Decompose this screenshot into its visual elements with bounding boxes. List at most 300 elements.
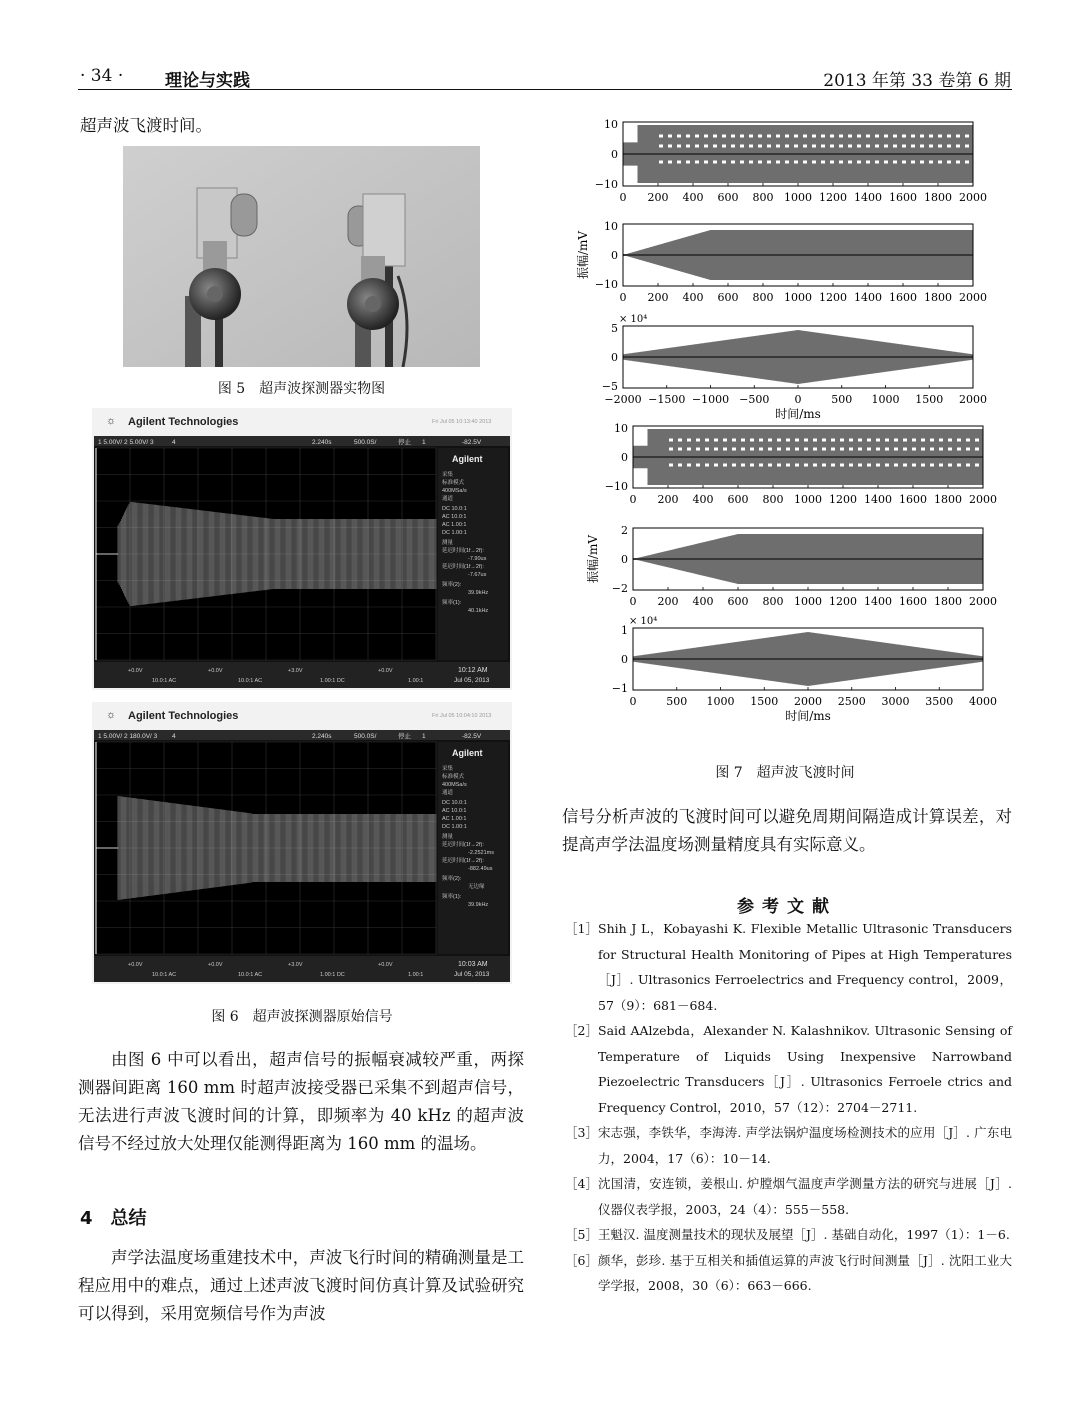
signal-gap bbox=[849, 464, 853, 467]
signal-gap bbox=[947, 161, 951, 164]
scale-note: × 10⁴ bbox=[619, 314, 648, 325]
signal-gap bbox=[885, 464, 889, 467]
signal-gap bbox=[668, 161, 672, 164]
scope-screenshot-2 bbox=[92, 702, 512, 984]
x-tick-label: 500 bbox=[831, 393, 853, 406]
signal-gap bbox=[884, 161, 888, 164]
signal-gap bbox=[686, 161, 690, 164]
signal-gap bbox=[831, 439, 835, 442]
signal-gap bbox=[704, 145, 708, 148]
sun-icon: ☼ bbox=[106, 415, 117, 427]
signal-gap bbox=[804, 439, 808, 442]
signal-gap bbox=[741, 448, 745, 451]
scope-side-text: 39.9kHz bbox=[468, 902, 489, 908]
x-tick-label: −1000 bbox=[691, 393, 730, 406]
signal-gap bbox=[839, 161, 843, 164]
signal-gap bbox=[893, 161, 897, 164]
scope-side-text: 标准模式 bbox=[442, 480, 465, 486]
signal-gap bbox=[687, 439, 691, 442]
scope-topbar-text: 4 bbox=[172, 439, 176, 446]
para-summary: 声学法温度场重建技术中，声波飞行时间的精确测量是工程应用中的难点，通过上述声波飞渡时间仿真计算及试验研究可以得到，采用宽频信号作为声波 bbox=[78, 1248, 524, 1323]
signal-gap bbox=[929, 161, 933, 164]
signal-gap bbox=[795, 448, 799, 451]
signal-gap bbox=[794, 145, 798, 148]
x-tick-label: 1500 bbox=[915, 393, 944, 406]
signal-gap bbox=[893, 135, 897, 138]
x-tick-label: 1600 bbox=[889, 291, 917, 304]
x-tick-label: 200 bbox=[657, 595, 679, 608]
signal-gap bbox=[686, 135, 690, 138]
signal-gap bbox=[794, 161, 798, 164]
x-tick-label: 1800 bbox=[934, 595, 962, 608]
signal-gap bbox=[705, 464, 709, 467]
signal-gap bbox=[885, 439, 889, 442]
signal-gap bbox=[876, 448, 880, 451]
signal-gap bbox=[696, 464, 700, 467]
signal-gap bbox=[867, 439, 871, 442]
signal-gap bbox=[821, 135, 825, 138]
y-tick-label: 5 bbox=[611, 322, 618, 335]
fig6-caption: 图 6 超声波探测器原始信号 bbox=[211, 1009, 393, 1025]
signal-gap bbox=[704, 135, 708, 138]
signal-gap bbox=[759, 464, 763, 467]
signal-gap bbox=[749, 145, 753, 148]
signal-gap bbox=[749, 161, 753, 164]
x-tick-label: 800 bbox=[762, 493, 784, 506]
signal-gap bbox=[786, 439, 790, 442]
signal-gap bbox=[677, 145, 681, 148]
signal-gap bbox=[938, 145, 942, 148]
signal-gap bbox=[848, 135, 852, 138]
scope-topbar-text: 4 bbox=[172, 733, 176, 740]
scope-bottom-text: 1.00:1 bbox=[408, 678, 424, 684]
x-tick-label: 2000 bbox=[959, 393, 987, 406]
scope-side-text: 延迟时间(1f→2f): bbox=[442, 564, 484, 570]
signal-gap bbox=[875, 135, 879, 138]
signal-gap bbox=[785, 145, 789, 148]
signal-gap bbox=[867, 464, 871, 467]
x-tick-label: 2000 bbox=[969, 493, 997, 506]
signal-gap bbox=[876, 464, 880, 467]
scope-side-text: 39.9kHz bbox=[468, 590, 489, 596]
reference-item bbox=[565, 1018, 1012, 1120]
intro-text: 超声波飞渡时间。 bbox=[80, 116, 212, 135]
reference-text: 宋志强，李铁华，李海涛. 声学法锅炉温度场检测技术的应用［J］. 广东电力，2004，17（6）：10－14. bbox=[598, 1125, 1012, 1166]
reference-number: ［2］ bbox=[565, 1023, 598, 1038]
reference-text: Said AAlzebda，Alexander N. Kalashnikov. Ultrasonic Sensing of Temperature of Liquids Using Inexpensive Narrowband Piezoelectric Transducers［J］. Ultrasonics Ferroele ctrics and Frequency Control，2010，57（12）：2704－2711. bbox=[598, 1023, 1012, 1115]
x-tick-label: 600 bbox=[717, 291, 739, 304]
signal-gap bbox=[758, 161, 762, 164]
signal-gap bbox=[813, 448, 817, 451]
scope-timestamp: Fri Jul 05 10:13:40 2013 bbox=[432, 419, 492, 425]
signal-gap bbox=[939, 439, 943, 442]
signal-gap bbox=[696, 448, 700, 451]
x-tick-label: 0 bbox=[794, 393, 802, 406]
scope-side-text: 测量 bbox=[442, 540, 454, 546]
signal-gap bbox=[857, 135, 861, 138]
signal-gap bbox=[732, 439, 736, 442]
scope-side-text: -2.2521ms bbox=[468, 850, 494, 856]
y-tick-label: 0 bbox=[611, 148, 618, 161]
signal-gap bbox=[767, 145, 771, 148]
signal-gap bbox=[839, 135, 843, 138]
signal-gap bbox=[713, 135, 717, 138]
signal-gap bbox=[884, 145, 888, 148]
signal-gap bbox=[911, 145, 915, 148]
signal-gap bbox=[767, 161, 771, 164]
scope-side-text: 测量 bbox=[442, 834, 454, 840]
scope-side-text: AC 1.00:1 bbox=[442, 816, 467, 822]
signal-gap bbox=[669, 448, 673, 451]
signal-gap bbox=[930, 448, 934, 451]
y-axis-label: 振幅/mV bbox=[586, 534, 600, 584]
scope-side-text: -882.49us bbox=[468, 866, 493, 872]
x-tick-label: 500 bbox=[666, 695, 688, 708]
scope-side-text: 采集 bbox=[442, 766, 454, 772]
signal-gap bbox=[731, 161, 735, 164]
x-tick-label: 1200 bbox=[829, 595, 857, 608]
signal-gap bbox=[840, 464, 844, 467]
signal-gap bbox=[750, 448, 754, 451]
signal-gap bbox=[912, 464, 916, 467]
reference-number: ［6］ bbox=[565, 1252, 598, 1268]
signal-gap bbox=[848, 145, 852, 148]
x-tick-label: 1400 bbox=[854, 191, 882, 204]
scope-side-text: 延迟时间(1f→2f): bbox=[442, 548, 484, 554]
scope-bottom-text: 1.00:1 DC bbox=[320, 972, 345, 978]
scope-topbar-text: 1 bbox=[422, 733, 426, 740]
signal-gap bbox=[759, 439, 763, 442]
reference-item bbox=[565, 916, 1012, 1018]
signal-gap bbox=[758, 145, 762, 148]
signal-gap bbox=[965, 161, 969, 164]
x-tick-label: 1800 bbox=[934, 493, 962, 506]
signal-gap bbox=[948, 448, 952, 451]
signal-gap bbox=[930, 464, 934, 467]
x-axis-label: 时间/ms bbox=[785, 709, 831, 723]
x-tick-label: 1000 bbox=[794, 493, 822, 506]
scope-bottom-text: 1.00:1 DC bbox=[320, 678, 345, 684]
signal-gap bbox=[939, 448, 943, 451]
signal-gap bbox=[956, 161, 960, 164]
signal-gap bbox=[723, 439, 727, 442]
scope-bottom-text: +0.0V bbox=[378, 668, 393, 674]
scope-bottom-text: 10.0:1 AC bbox=[152, 972, 177, 978]
scope-topbar-text: 500.0S/ bbox=[354, 439, 377, 446]
reference-item bbox=[565, 1171, 1012, 1222]
signal-gap bbox=[768, 448, 772, 451]
reference-item bbox=[565, 1222, 1012, 1248]
scope-side-text: DC 10.0:1 bbox=[442, 506, 467, 512]
signal-gap bbox=[695, 145, 699, 148]
signal-gap bbox=[929, 145, 933, 148]
chart-panel-6 bbox=[612, 616, 997, 723]
scope-side-text: 通道 bbox=[442, 496, 454, 502]
signal-gap bbox=[921, 439, 925, 442]
scope-bottom-text: 10.0:1 AC bbox=[238, 678, 263, 684]
signal-gap bbox=[930, 439, 934, 442]
x-tick-label: 1200 bbox=[819, 291, 847, 304]
signal-gap bbox=[822, 439, 826, 442]
x-tick-label: 0 bbox=[619, 291, 627, 304]
scope-topbar-text: 2.240s bbox=[312, 733, 332, 740]
signal-gap bbox=[858, 439, 862, 442]
scope-side-text: 无边缘 bbox=[468, 884, 485, 890]
signal-gap bbox=[956, 135, 960, 138]
signal-gap bbox=[813, 439, 817, 442]
signal-gap bbox=[947, 135, 951, 138]
signal-gap bbox=[812, 135, 816, 138]
scope-topbar-text: 1 bbox=[422, 439, 426, 446]
signal-gap bbox=[785, 135, 789, 138]
scope-side-text: 采集 bbox=[442, 472, 454, 478]
signal-gap bbox=[921, 448, 925, 451]
x-tick-label: 800 bbox=[752, 191, 774, 204]
y-tick-label: 0 bbox=[611, 249, 618, 262]
signal-gap bbox=[786, 464, 790, 467]
x-tick-label: 400 bbox=[682, 291, 704, 304]
x-tick-label: 4000 bbox=[969, 695, 997, 708]
signal-gap bbox=[939, 464, 943, 467]
scope-bottom-text: 10.0:1 AC bbox=[238, 972, 263, 978]
signal-gap bbox=[902, 135, 906, 138]
chart-panel-5 bbox=[585, 524, 997, 608]
reference-list bbox=[565, 916, 1012, 1299]
signal-gap bbox=[821, 145, 825, 148]
signal-gap bbox=[713, 145, 717, 148]
scope-side-text: 400MSa/s bbox=[442, 782, 467, 788]
signal-gap bbox=[920, 145, 924, 148]
signal-gap bbox=[858, 464, 862, 467]
scope-topbar-text: 500.0S/ bbox=[354, 733, 377, 740]
para-conclusion: 信号分析声波的飞渡时间可以避免周期间隔造成计算误差，对提高声学法温度场测量精度具有实际意义。 bbox=[562, 807, 1012, 854]
scope-side-text: AC 10.0:1 bbox=[442, 808, 467, 814]
chart-panel-2 bbox=[575, 220, 987, 304]
signal-gap bbox=[849, 448, 853, 451]
scope-bottom-text: +0.0V bbox=[208, 962, 223, 968]
x-tick-label: 200 bbox=[647, 291, 669, 304]
signal-gap bbox=[803, 145, 807, 148]
signal-gap bbox=[678, 439, 682, 442]
y-tick-label: 10 bbox=[604, 118, 618, 131]
signal-gap bbox=[669, 464, 673, 467]
signal-gap bbox=[857, 145, 861, 148]
scope-topbar-text: -82.5V bbox=[462, 733, 482, 740]
x-tick-label: 1200 bbox=[829, 493, 857, 506]
signal-gap bbox=[831, 448, 835, 451]
signal-gap bbox=[947, 145, 951, 148]
reference-item bbox=[565, 1120, 1012, 1171]
x-tick-label: 0 bbox=[629, 595, 637, 608]
reference-text: 沈国清，安连锁，姜根山. 炉膛烟气温度声学测量方法的研究与进展［J］. 仪器仪表学报，2003，24（4）：555－558. bbox=[598, 1176, 1012, 1217]
signal-gap bbox=[920, 135, 924, 138]
signal-gap bbox=[804, 448, 808, 451]
signal-gap bbox=[884, 135, 888, 138]
scope-bottom-text: 1.00:1 bbox=[408, 972, 424, 978]
y-tick-label: −10 bbox=[594, 278, 618, 291]
side-brand: Agilent bbox=[452, 454, 483, 464]
signal-gap bbox=[668, 135, 672, 138]
signal-gap bbox=[966, 439, 970, 442]
signal-gap bbox=[848, 161, 852, 164]
signal-gap bbox=[875, 145, 879, 148]
signal-gap bbox=[938, 135, 942, 138]
x-tick-label: 1000 bbox=[706, 695, 735, 708]
scope-screenshot-1 bbox=[92, 408, 512, 690]
signal-gap bbox=[722, 145, 726, 148]
x-tick-label: 1200 bbox=[819, 191, 847, 204]
signal-gap bbox=[740, 161, 744, 164]
scope-side-text: 频率(1): bbox=[442, 894, 462, 900]
signal-gap bbox=[849, 439, 853, 442]
signal-gap bbox=[812, 145, 816, 148]
signal-gap bbox=[714, 439, 718, 442]
signal-gap bbox=[876, 439, 880, 442]
signal-gap bbox=[911, 135, 915, 138]
y-tick-label: 2 bbox=[621, 524, 628, 537]
scope-side-text: 延迟时间(1f→2f): bbox=[442, 858, 484, 864]
signal-gap bbox=[723, 464, 727, 467]
y-tick-label: 0 bbox=[611, 351, 618, 364]
signal-gap bbox=[965, 135, 969, 138]
signal-gap bbox=[677, 135, 681, 138]
signal-gap bbox=[866, 135, 870, 138]
chart-panel-1 bbox=[595, 118, 987, 204]
signal-gap bbox=[786, 448, 790, 451]
y-tick-label: 0 bbox=[621, 653, 628, 666]
signal-gap bbox=[749, 135, 753, 138]
signal-gap bbox=[777, 464, 781, 467]
y-tick-label: −10 bbox=[604, 480, 628, 493]
reference-number: ［4］ bbox=[565, 1176, 598, 1191]
scope-bottom-text: 10.0:1 AC bbox=[152, 678, 177, 684]
x-tick-label: 3000 bbox=[881, 695, 910, 708]
x-tick-label: 1800 bbox=[924, 191, 952, 204]
signal-gap bbox=[803, 161, 807, 164]
signal-gap bbox=[902, 161, 906, 164]
x-tick-label: −2000 bbox=[604, 393, 642, 406]
reference-text: 王魁汉. 温度测量技术的现状及展望［J］. 基础自动化，1997（1）：1－6. bbox=[598, 1227, 1010, 1242]
signal-gap bbox=[866, 161, 870, 164]
scope-date: Jul 05, 2013 bbox=[454, 971, 490, 978]
scope-side-text: 通道 bbox=[442, 790, 454, 796]
journal-issue: 2013 年第 33 卷第 6 期 bbox=[823, 71, 1011, 91]
scope-bottom-text: +0.0V bbox=[208, 668, 223, 674]
scope-topbar-text: 停止 bbox=[398, 439, 411, 446]
x-tick-label: 3500 bbox=[925, 695, 954, 708]
signal-gap bbox=[696, 439, 700, 442]
scope-side-text: DC 1.00:1 bbox=[442, 824, 467, 830]
fig5-photo bbox=[123, 146, 480, 367]
signal-gap bbox=[903, 439, 907, 442]
x-tick-label: 1600 bbox=[889, 191, 917, 204]
scope-side-text: 频率(2): bbox=[442, 876, 462, 882]
x-tick-label: 1500 bbox=[750, 695, 779, 708]
x-tick-label: 0 bbox=[619, 191, 627, 204]
y-tick-label: −5 bbox=[601, 380, 618, 393]
signal-gap bbox=[956, 145, 960, 148]
signal-gap bbox=[659, 145, 663, 148]
scope-brand: Agilent Technologies bbox=[128, 416, 239, 428]
x-tick-label: 1400 bbox=[864, 493, 892, 506]
fig7-caption: 图 7 超声波飞渡时间 bbox=[715, 765, 855, 781]
chart-panel-3 bbox=[602, 314, 987, 421]
signal-gap bbox=[785, 161, 789, 164]
signal-gap bbox=[957, 439, 961, 442]
x-tick-label: 1400 bbox=[864, 595, 892, 608]
signal-gap bbox=[732, 448, 736, 451]
signal-gap bbox=[975, 448, 979, 451]
signal-gap bbox=[768, 439, 772, 442]
signal-gap bbox=[804, 464, 808, 467]
signal-gap bbox=[795, 439, 799, 442]
signal-gap bbox=[677, 161, 681, 164]
scope-timestamp: Fri Jul 05 10:04:10 2013 bbox=[432, 713, 492, 719]
signal-gap bbox=[965, 145, 969, 148]
x-tick-label: 1000 bbox=[794, 595, 822, 608]
scope-bottom-text: +0.0V bbox=[378, 962, 393, 968]
signal-gap bbox=[840, 448, 844, 451]
signal-gap bbox=[830, 145, 834, 148]
signal-gap bbox=[669, 439, 673, 442]
scope-bottom-text: +0.0V bbox=[128, 962, 143, 968]
signal-gap bbox=[713, 161, 717, 164]
side-brand: Agilent bbox=[452, 748, 483, 758]
y-axis-label: 振幅/mV bbox=[576, 230, 590, 280]
y-tick-label: 0 bbox=[621, 553, 628, 566]
signal-gap bbox=[687, 464, 691, 467]
references-title: 参考文献 bbox=[737, 897, 837, 917]
para-analysis: 由图 6 中可以看出，超声信号的振幅衰减较严重，两探测器间距离 160 mm 时超声波接受器已采集不到超声信号，无法进行声波飞渡时间的计算，即频率为 40 kHz 的超声波信号不经过放大处理仅能测得距离为 160 mm 的温场。 bbox=[78, 1050, 524, 1153]
x-tick-label: 400 bbox=[692, 595, 714, 608]
scope-side-text: 标准模式 bbox=[442, 774, 465, 780]
signal-gap bbox=[659, 135, 663, 138]
signal-gap bbox=[794, 135, 798, 138]
scope-topbar-text: 停止 bbox=[398, 733, 411, 740]
signal-gap bbox=[822, 464, 826, 467]
signal-gap bbox=[830, 161, 834, 164]
x-tick-label: −500 bbox=[739, 393, 770, 406]
sun-icon: ☼ bbox=[106, 709, 117, 721]
signal-gap bbox=[894, 448, 898, 451]
scope-side-text: 频率(2): bbox=[442, 582, 462, 588]
x-tick-label: 1400 bbox=[854, 291, 882, 304]
section-title: 4 总结 bbox=[80, 1208, 147, 1229]
signal-gap bbox=[776, 135, 780, 138]
signal-gap bbox=[912, 448, 916, 451]
x-tick-label: 2000 bbox=[959, 191, 987, 204]
y-tick-label: 10 bbox=[614, 422, 628, 435]
x-tick-label: 800 bbox=[762, 595, 784, 608]
scope-side-text: -7.67us bbox=[468, 572, 487, 578]
x-tick-label: 1600 bbox=[899, 595, 927, 608]
signal-gap bbox=[740, 135, 744, 138]
signal-gap bbox=[741, 439, 745, 442]
signal-gap bbox=[777, 439, 781, 442]
signal-gap bbox=[704, 161, 708, 164]
signal-gap bbox=[705, 439, 709, 442]
signal-gap bbox=[893, 145, 897, 148]
x-tick-label: 800 bbox=[752, 291, 774, 304]
signal-gap bbox=[695, 135, 699, 138]
y-tick-label: −1 bbox=[611, 682, 628, 695]
signal-gap bbox=[857, 161, 861, 164]
x-tick-label: 1000 bbox=[784, 291, 812, 304]
fig5-caption: 图 5 超声波探测器实物图 bbox=[217, 381, 386, 397]
scope-brand: Agilent Technologies bbox=[128, 710, 239, 722]
scope-side-text: AC 1.00:1 bbox=[442, 522, 467, 528]
signal-gap bbox=[695, 161, 699, 164]
